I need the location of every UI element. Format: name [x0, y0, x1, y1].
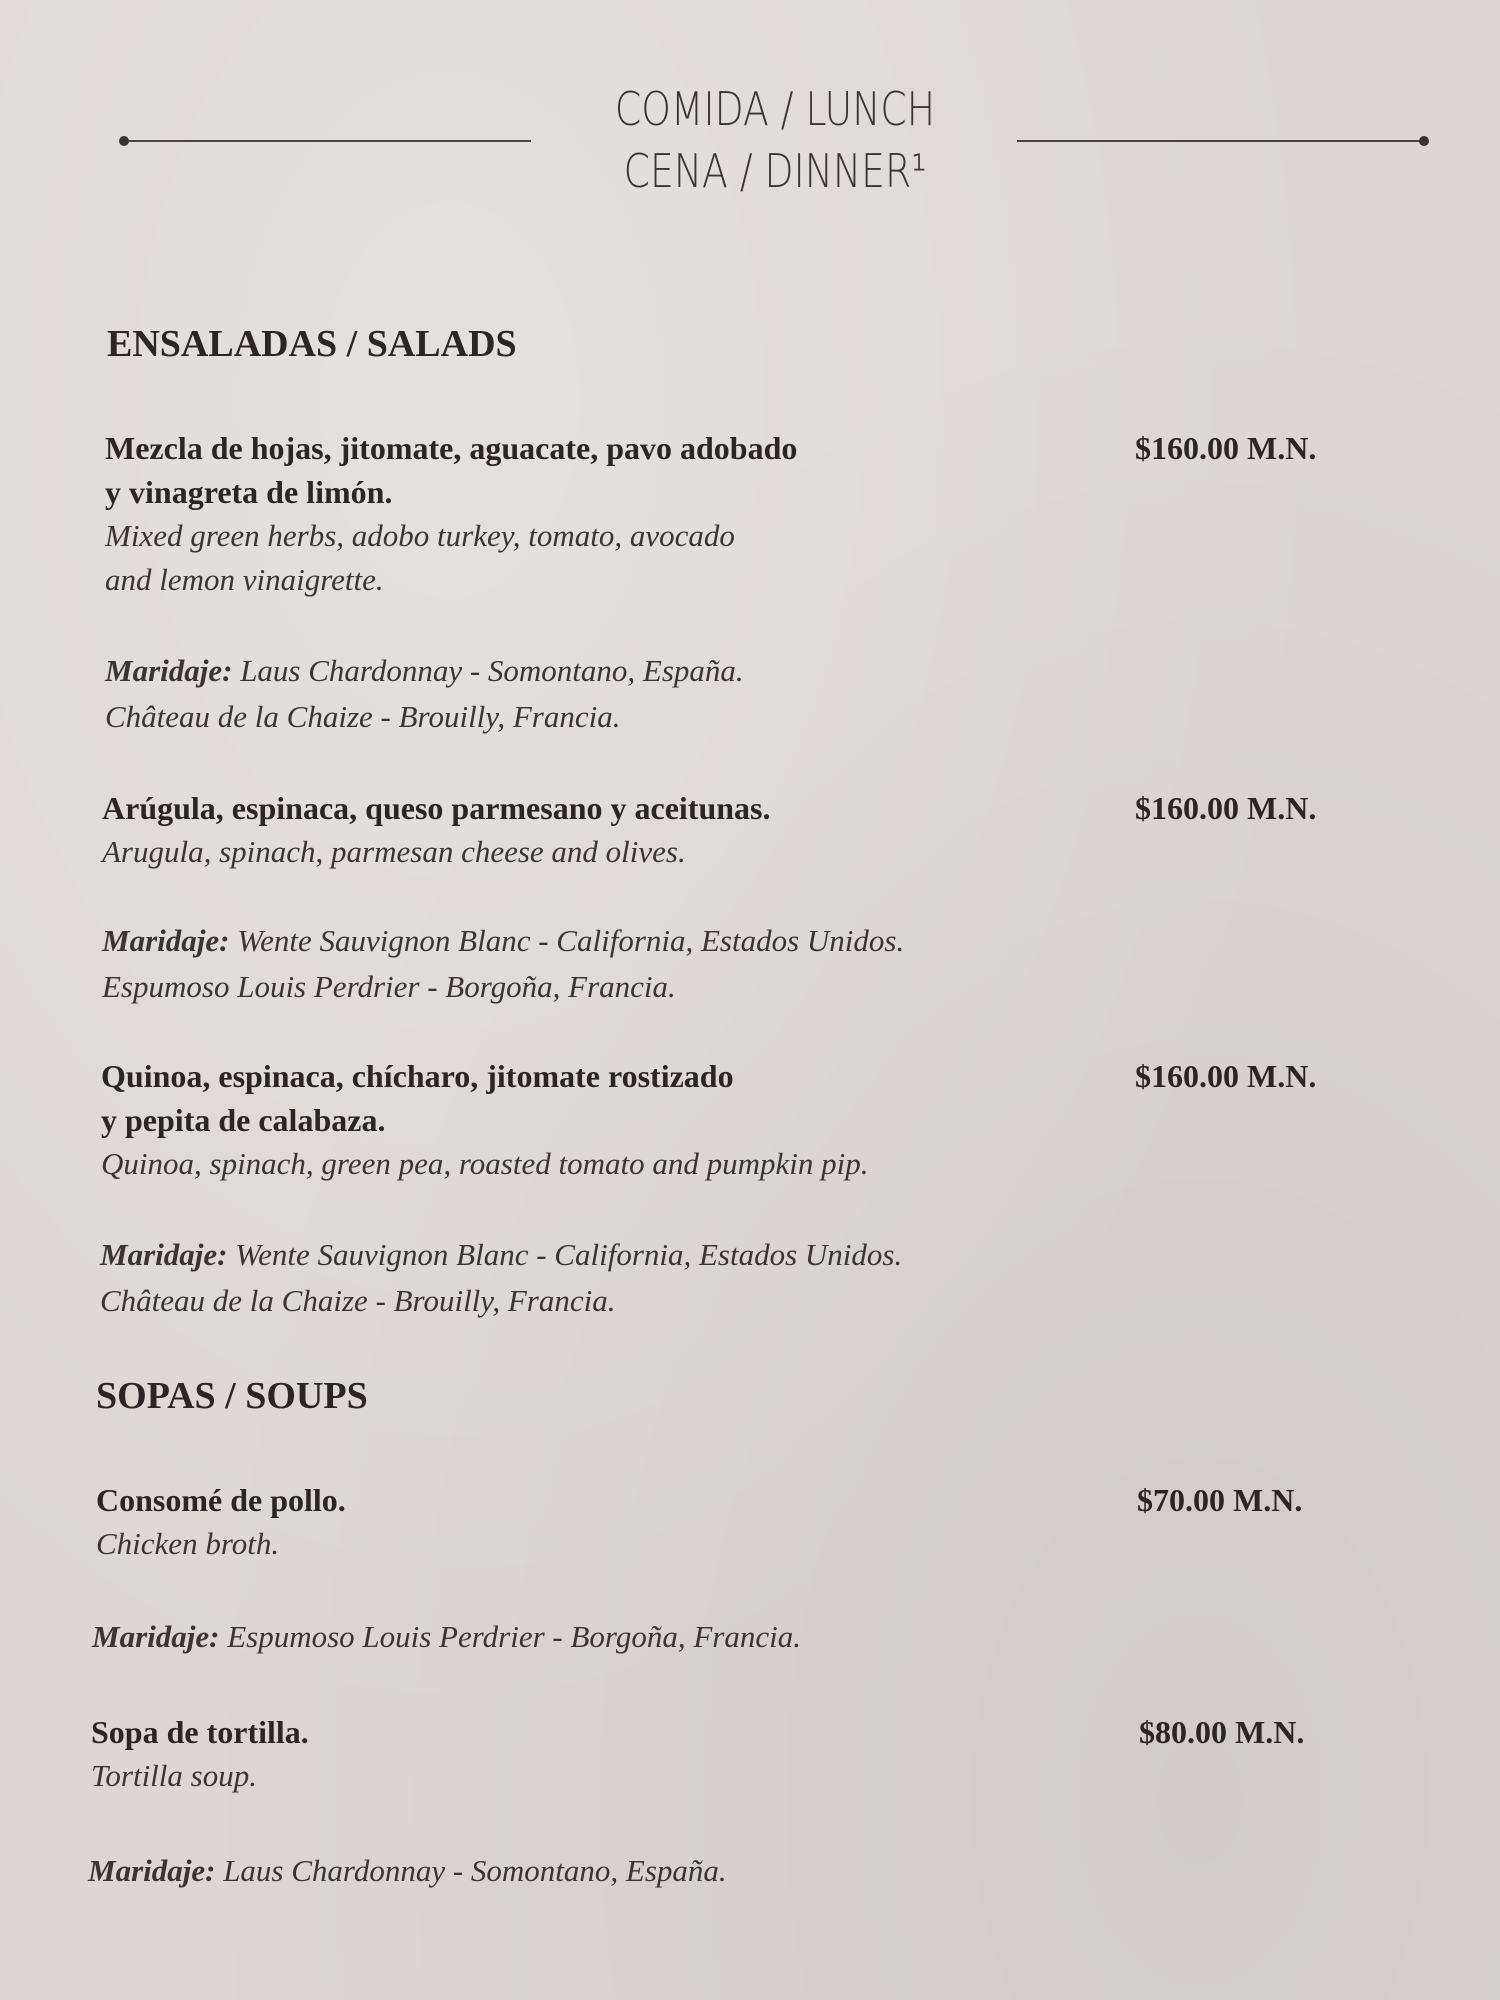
section-title-soups: SOPAS / SOUPS: [96, 1375, 368, 1417]
menu-title-line-2: CENA / DINNER¹: [623, 144, 927, 198]
pairing-wine-2: Château de la Chaize - Brouilly, Francia.: [105, 699, 621, 734]
item-name: Quinoa, espinaca, chícharo, jitomate rostizado y pepita de calabaza.: [101, 1058, 734, 1138]
menu-header: [0, 78, 1500, 208]
menu-title-line-1: COMIDA / LUNCH: [614, 82, 936, 136]
item-description: Arugula, spinach, parmesan cheese and olives.: [102, 834, 686, 869]
menu-item: [0, 426, 1500, 602]
item-description: Quinoa, spinach, green pea, roasted tomato and pumpkin pip.: [101, 1146, 869, 1181]
pairing-label: Maridaje:: [88, 1853, 216, 1888]
menu-title: [140, 78, 1411, 202]
item-price: $160.00 M.N.: [1135, 430, 1317, 466]
pairing-wine-1: Wente Sauvignon Blanc - California, Estados Unidos.: [227, 1237, 903, 1272]
item-description: Chicken broth.: [96, 1526, 280, 1561]
item-name: Mezcla de hojas, jitomate, aguacate, pavo adobado y vinagreta de limón.: [105, 430, 798, 510]
item-price: $160.00 M.N.: [1135, 1058, 1317, 1094]
item-price: $80.00 M.N.: [1139, 1714, 1305, 1750]
item-price: $70.00 M.N.: [1137, 1482, 1303, 1518]
pairing-wine-1: Espumoso Louis Perdrier - Borgoña, Francia.: [219, 1619, 801, 1654]
item-description: Mixed green herbs, adobo turkey, tomato, avocado and lemon vinaigrette.: [105, 518, 735, 597]
menu-item: [0, 786, 1500, 874]
item-name: Consomé de pollo.: [96, 1482, 346, 1518]
pairing-wine-2: Château de la Chaize - Brouilly, Francia.: [100, 1283, 616, 1318]
pairing-label: Maridaje:: [102, 923, 230, 958]
item-name: Sopa de tortilla.: [91, 1714, 309, 1750]
pairing-wine-2: Espumoso Louis Perdrier - Borgoña, Francia.: [102, 969, 676, 1004]
pairing-label: Maridaje:: [92, 1619, 220, 1654]
section-title-salads: ENSALADAS / SALADS: [107, 323, 517, 365]
pairing-label: Maridaje:: [105, 653, 233, 688]
menu-item: [0, 1054, 1500, 1186]
pairing-label: Maridaje:: [100, 1237, 228, 1272]
item-pairing: [92, 1614, 801, 1660]
menu-item: [0, 1478, 1500, 1566]
item-description: Tortilla soup.: [91, 1758, 257, 1793]
item-pairing: [105, 648, 744, 740]
pairing-wine-1: Laus Chardonnay - Somontano, España.: [232, 653, 744, 688]
pairing-wine-1: Laus Chardonnay - Somontano, España.: [215, 1853, 727, 1888]
menu-item: [0, 1710, 1500, 1798]
item-name: Arúgula, espinaca, queso parmesano y aceitunas.: [102, 790, 771, 826]
pairing-wine-1: Wente Sauvignon Blanc - California, Estados Unidos.: [229, 923, 905, 958]
item-price: $160.00 M.N.: [1135, 790, 1317, 826]
item-pairing: [88, 1848, 727, 1894]
item-pairing: [102, 918, 904, 1010]
item-pairing: [100, 1232, 902, 1324]
